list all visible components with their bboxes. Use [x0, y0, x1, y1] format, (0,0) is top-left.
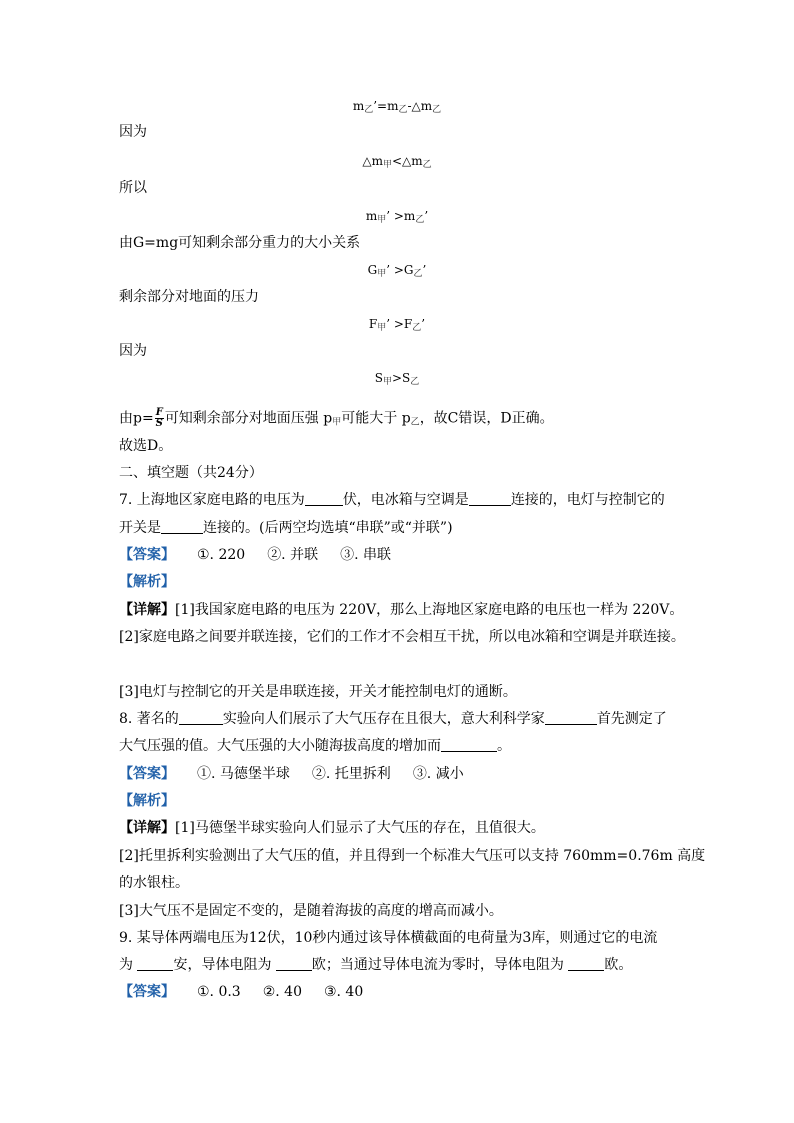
- q9-line-2: 为 安，导体电阻为 欧；当通过导体电流为零时，导体电阻为 欧。: [119, 957, 633, 973]
- q8-detail-1: 【详解】[1]马德堡半球实验向人们显示了大气压的存在，且值很大。: [119, 820, 545, 836]
- text-pressure-force: 剩余部分对地面的压力: [119, 289, 259, 305]
- text-choose-d: 故选D。: [119, 438, 173, 454]
- formula-delta-compare: $\triangle m_甲<\triangle m_乙$: [362, 154, 432, 170]
- section-title: 二、填空题（共24分）: [119, 465, 263, 481]
- formula-f-compare: $F_甲$’ $>F_乙$’: [368, 317, 426, 333]
- q8-answer: 【答案】 ①. 马德堡半球 ②. 托里拆利 ③. 减小: [119, 766, 464, 782]
- q7-detail-2: [2]家庭电路之间要并联连接，它们的工作才不会相互干扰，所以电冰箱和空调是并联连接。: [119, 629, 685, 645]
- q8-line-2: 大气压强的值。大气压强的大小随海拔高度的增加而 。: [119, 738, 511, 754]
- formula-m-compare: $m_甲$’ $>m_乙$’: [365, 209, 429, 225]
- formula-m-remaining: $m_乙’=m_乙-\triangle m_乙$: [352, 99, 442, 115]
- text-because-1: 因为: [119, 124, 147, 140]
- q7-line-2: 开关是 连接的。(后两空均选填“串联”或“并联”): [119, 520, 453, 536]
- q7-detail-3: [3]电灯与控制它的开关是串联连接，开关才能控制电灯的通断。: [119, 684, 517, 700]
- text-because-2: 因为: [119, 343, 147, 359]
- text-so: 所以: [119, 180, 147, 196]
- q8-line-1: 8. 著名的 实验向人们展示了大气压存在且很大，意大利科学家 首先测定了: [119, 711, 667, 727]
- q7-analysis-tag: 【解析】: [119, 574, 175, 590]
- q8-analysis-tag: 【解析】: [119, 793, 175, 809]
- q8-detail-2a: [2]托里拆利实验测出了大气压的值，并且得到一个标准大气压可以支持 760mm=0.76m 高度: [119, 848, 706, 864]
- q7-detail-1: 【详解】[1]我国家庭电路的电压为 220V，那么上海地区家庭电路的电压也一样为 220V。: [119, 602, 684, 618]
- q7-line-1: 7. 上海地区家庭电路的电压为 伏，电冰箱与空调是 连接的，电灯与控制它的: [119, 492, 665, 508]
- q9-line-1: 9. 某导体两端电压为12伏，10秒内通过该导体横截面的电荷量为3库，则通过它的电流: [119, 930, 658, 946]
- formula-g-compare: $G_甲$’ $>G_乙$’: [367, 263, 427, 279]
- text-g-mg: 由G=mg可知剩余部分重力的大小关系: [119, 235, 361, 251]
- q8-detail-3: [3]大气压不是固定不变的，是随着海拔的高度的增高而减小。: [119, 903, 503, 919]
- formula-s-compare: $S_甲>S_乙$: [374, 371, 420, 387]
- q9-answer: 【答案】 ①. 0.3 ②. 40 ③. 40: [119, 984, 364, 1000]
- fraction-f-over-s: $\frac{F}{S}$: [155, 407, 163, 429]
- text-pressure-conclusion: 由p= $\frac{F}{S}$ 可知剩余部分对地面压强 $p_甲$可能大于 $p_乙$，故C错误，D正确。: [119, 407, 554, 429]
- q8-detail-2b: 的水银柱。: [119, 875, 189, 891]
- q7-answer: 【答案】 ①. 220 ②. 并联 ③. 串联: [119, 547, 391, 563]
